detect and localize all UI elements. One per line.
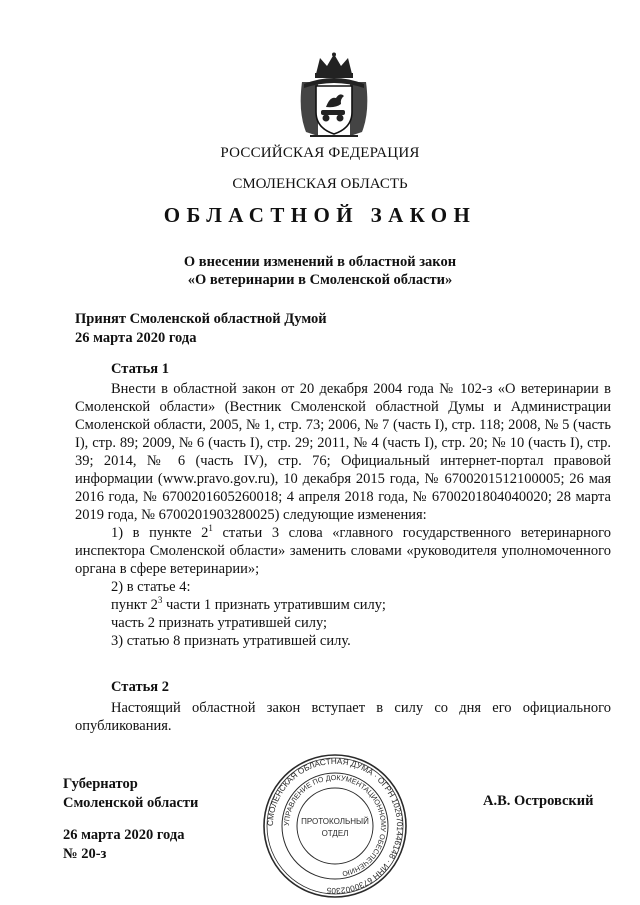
signatory-name: А.В. Островский: [483, 793, 594, 809]
subtitle-line-1: О внесении изменений в областной закон: [183, 254, 457, 270]
law-subtitle: [0, 253, 640, 289]
article-1-item-2-point-a: [75, 596, 611, 614]
article-2-body: [75, 699, 611, 735]
article-1-item-2: 2) в статье 4:: [111, 579, 191, 595]
item-2a-text-post: части 1 признать утратившим силу;: [162, 597, 386, 613]
subtitle-line-2: «О ветеринарии в Смоленской области»: [187, 272, 453, 288]
item-1-text-a: 1) в пункте 2: [111, 525, 209, 541]
article-1-intro: Внести в областной закон от 20 декабря 2004 года № 102-з «О ветеринарии в Смоленской области» (Вестник Смоленской областной Думы и Администрации Смоленской области, 2005, № 1, стр. 73; 2006, № 7 (часть I), стр. 118; 2008, № 5 (часть I), стр. 89; 2009, № 6 (часть I), стр. 29; 2011, № 4 (часть I), стр. 20; № 10 (часть I), стр. 39; 2014, № 6 (часть IV), стр. 76; Официальный интернет-портал правовой информации (www.pravo.gov.ru), 10 декабря 2015 года, № 6700201512100005; 26 мая 2016 года, № 6700201605260018; 4 апреля 2018 года, № 6700201804040020; 28 марта 2019 года, № 6700201903280025) следующие изменения:: [75, 381, 611, 523]
signing-info: [63, 826, 184, 864]
article-2-text: Настоящий областной закон вступает в силу со дня его официального опубликования.: [75, 700, 611, 734]
country-heading: РОССИЙСКАЯ ФЕДЕРАЦИЯ: [220, 145, 420, 161]
signing-date: 26 марта 2020 года: [63, 827, 185, 843]
article-1-item-2-point-b: часть 2 признать утратившей силу;: [111, 615, 328, 631]
item-2a-superscript: 3: [157, 595, 163, 606]
article-1-item-1: [75, 524, 611, 578]
article-2-heading: Статья 2: [111, 679, 169, 695]
article-1-heading: Статья 1: [111, 361, 169, 377]
document-type-title: ОБЛАСТНОЙ ЗАКОН: [163, 203, 477, 227]
stamp-outer-text: СМОЛЕНСКАЯ ОБЛАСТНАЯ ДУМА · ОГРН 1026701446148 · ИНН 6730002305: [265, 756, 405, 896]
stamp-center-line-1: ПРОТОКОЛЬНЫЙ: [301, 817, 369, 826]
item-2a-text-pre: пункт 2: [111, 597, 158, 613]
position-line-1: Губернатор: [63, 776, 138, 792]
item-1-text-b: статьи 3 слова «главного государственного ветеринарного инспектора Смоленской области» заменить словами «руководителя уполномоченного органа в сфере ветеринарии»;: [75, 525, 612, 577]
adoption-date: 26 марта 2020 года: [75, 330, 197, 346]
law-number: № 20-з: [63, 846, 107, 862]
stamp-inner-text: УПРАВЛЕНИЕ ПО ДОКУМЕНТАЦИОННОМУ ОБЕСПЕЧЕНИЮ: [281, 772, 389, 879]
item-1-superscript: 1: [208, 523, 213, 534]
article-1-item-3: 3) статью 8 признать утратившей силу.: [111, 633, 351, 649]
adoption-line-1: Принят Смоленской областной Думой: [75, 311, 327, 327]
position-line-2: Смоленской области: [63, 795, 199, 811]
stamp-center-line-2: ОТДЕЛ: [321, 829, 349, 838]
adoption-note: [75, 310, 327, 348]
region-heading: СМОЛЕНСКАЯ ОБЛАСТЬ: [232, 176, 408, 192]
official-stamp-icon: [261, 752, 409, 900]
article-1-body: [75, 380, 611, 650]
coat-of-arms-icon: [296, 52, 372, 138]
signatory-position: [63, 775, 198, 813]
